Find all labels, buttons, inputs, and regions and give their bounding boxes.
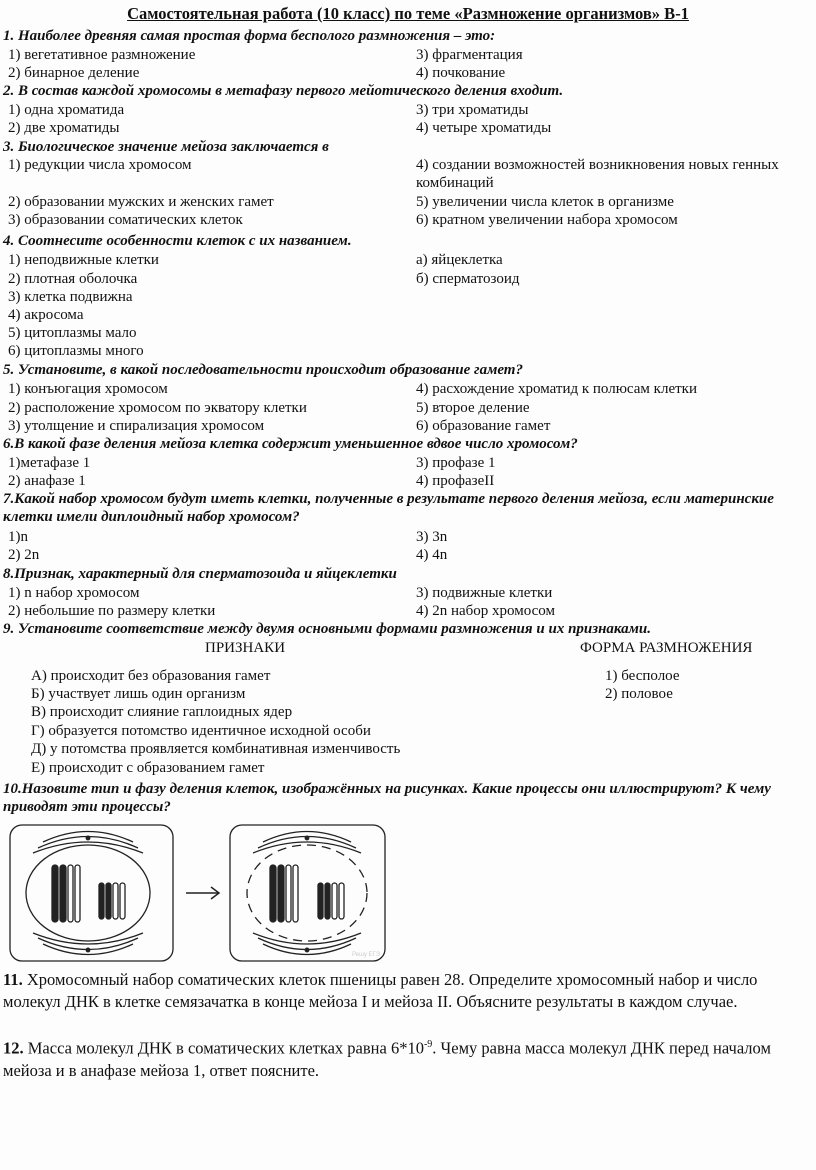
q4-option: 4) акросома	[8, 307, 84, 323]
question-2: 2. В состав каждой хромосомы в метафазу первого мейотического деления входит.	[3, 83, 564, 99]
page-title: Самостоятельная работа (10 класс) по теме «Размножение организмов» В-1	[127, 4, 689, 23]
q3-option: 1) редукции числа хромосом	[8, 157, 192, 173]
q8-option: 4) 2n набор хромосом	[416, 603, 556, 619]
q9-form: 2) половое	[605, 686, 673, 702]
q9-feature: Г) образуется потомство идентичное исходной особи	[31, 723, 371, 739]
question-6: 6.В какой фазе деления мейоза клетка содержит уменьшенное вдвое число хромосом?	[3, 436, 578, 452]
cell-left-diagram	[10, 825, 173, 961]
q5-option: 4) расхождение хроматид к полюсам клетки	[416, 381, 697, 397]
q2-option: 1) одна хроматида	[8, 102, 125, 118]
q9-feature: Е) происходит с образованием гамет	[31, 760, 265, 776]
q7-option: 4) 4n	[416, 547, 448, 563]
q6-option: 4) профазеII	[416, 473, 495, 489]
q12-number: 12.	[3, 1038, 24, 1058]
q1-option: 1) вегетативное размножение	[8, 47, 196, 63]
q3-option: 5) увеличении числа клеток в организме	[416, 194, 674, 210]
q1-option: 4) почкование	[416, 65, 506, 81]
cell-right-diagram	[230, 825, 385, 961]
features-header: ПРИЗНАКИ	[205, 640, 286, 656]
question-11	[3, 969, 803, 1013]
q6-option: 2) анафазе 1	[8, 473, 86, 489]
q7-option: 3) 3n	[416, 529, 448, 545]
question-4: 4. Соотнесите особенности клеток с их названием.	[3, 233, 352, 249]
q6-option: 1)метафазе 1	[8, 455, 91, 471]
q4-option: 2) плотная оболочка	[8, 271, 138, 287]
watermark: Решу ЕГЭ	[352, 952, 381, 958]
q1-option: 3) фрагментация	[416, 47, 523, 63]
question-12	[3, 1034, 803, 1082]
q12-exponent: -9	[423, 1039, 433, 1050]
question-8: 8.Признак, характерный для сперматозоида и яйцеклетки	[3, 566, 397, 582]
q4-option: 5) цитоплазмы мало	[8, 325, 137, 341]
q8-option: 1) n набор хромосом	[8, 585, 140, 601]
q9-feature: А) происходит без образования гамет	[31, 668, 271, 684]
q9-feature: В) происходит слияние гаплоидных ядер	[31, 704, 293, 720]
q3-option: 3) образовании соматических клеток	[8, 212, 243, 228]
q5-option: 3) утолщение и спирализация хромосом	[8, 418, 265, 434]
q1-option: 2) бинарное деление	[8, 65, 140, 81]
q5-option: 6) образование гамет	[416, 418, 551, 434]
q4-option: 6) цитоплазмы много	[8, 343, 144, 359]
forms-header: ФОРМА РАЗМНОЖЕНИЯ	[580, 640, 753, 656]
q4-option: 3) клетка подвижна	[8, 289, 133, 305]
q7-option: 2) 2n	[8, 547, 40, 563]
q5-option: 2) расположение хромосом по экватору клетки	[8, 400, 307, 416]
meiosis-cells-figure	[8, 823, 388, 963]
question-9: 9. Установите соответствие между двумя основными формами размножения и их признаками.	[3, 621, 652, 637]
question-3: 3. Биологическое значение мейоза заключается в	[3, 139, 329, 155]
q5-option: 1) конъюгация хромосом	[8, 381, 168, 397]
q11-text: Хромосомный набор соматических клеток пшеницы равен 28. Определите хромосомный набор и число молекул ДНК в клетке семязачатка в конце мейоза I и мейоза II. Объясните результаты в каждом случае.	[3, 970, 758, 1011]
q3-option: 4) создании возможностей возникновения новых генных комбинаций	[416, 157, 779, 191]
q11-number: 11.	[3, 970, 23, 989]
question-10: 10.Назовите тип и фазу деления клеток, изображённых на рисунках. Какие процессы они иллюстрируют? К чему приводят эти процессы?	[3, 781, 771, 815]
q3-option: 2) образовании мужских и женских гамет	[8, 194, 274, 210]
q6-option: 3) профазе 1	[416, 455, 496, 471]
question-1: 1. Наиболее древняя самая простая форма бесполого размножения – это:	[3, 28, 496, 44]
q12-text-after: . Чему равна масса молекул ДНК перед началом мейоза и в анафазе мейоза 1, ответ поясните.	[3, 1038, 771, 1080]
q12-text-before: Масса молекул ДНК в соматических клетках равна 6*10	[23, 1038, 424, 1058]
q9-feature: Б) участвует лишь один организм	[31, 686, 246, 702]
q3-option: 6) кратном увеличении набора хромосом	[416, 212, 678, 228]
question-7: 7.Какой набор хромосом будут иметь клетки, полученные в результате первого деления мейоза, если материнские клетки имели диплоидный набор хромосом?	[3, 491, 774, 525]
q9-form: 1) бесполое	[605, 668, 680, 684]
q4-option: 1) неподвижные клетки	[8, 252, 159, 268]
arrow-icon	[186, 887, 219, 899]
question-5: 5. Установите, в какой последовательности происходит образование гамет?	[3, 362, 523, 378]
q7-option: 1)n	[8, 529, 28, 545]
q8-option: 2) небольшие по размеру клетки	[8, 603, 216, 619]
q8-option: 3) подвижные клетки	[416, 585, 553, 601]
q2-option: 2) две хроматиды	[8, 120, 120, 136]
q5-option: 5) второе деление	[416, 400, 530, 416]
q4-answer: б) сперматозоид	[416, 271, 520, 287]
q4-answer: а) яйцеклетка	[416, 252, 503, 268]
q9-feature: Д) у потомства проявляется комбинативная изменчивость	[31, 741, 401, 757]
q2-option: 4) четыре хроматиды	[416, 120, 552, 136]
q2-option: 3) три хроматиды	[416, 102, 529, 118]
